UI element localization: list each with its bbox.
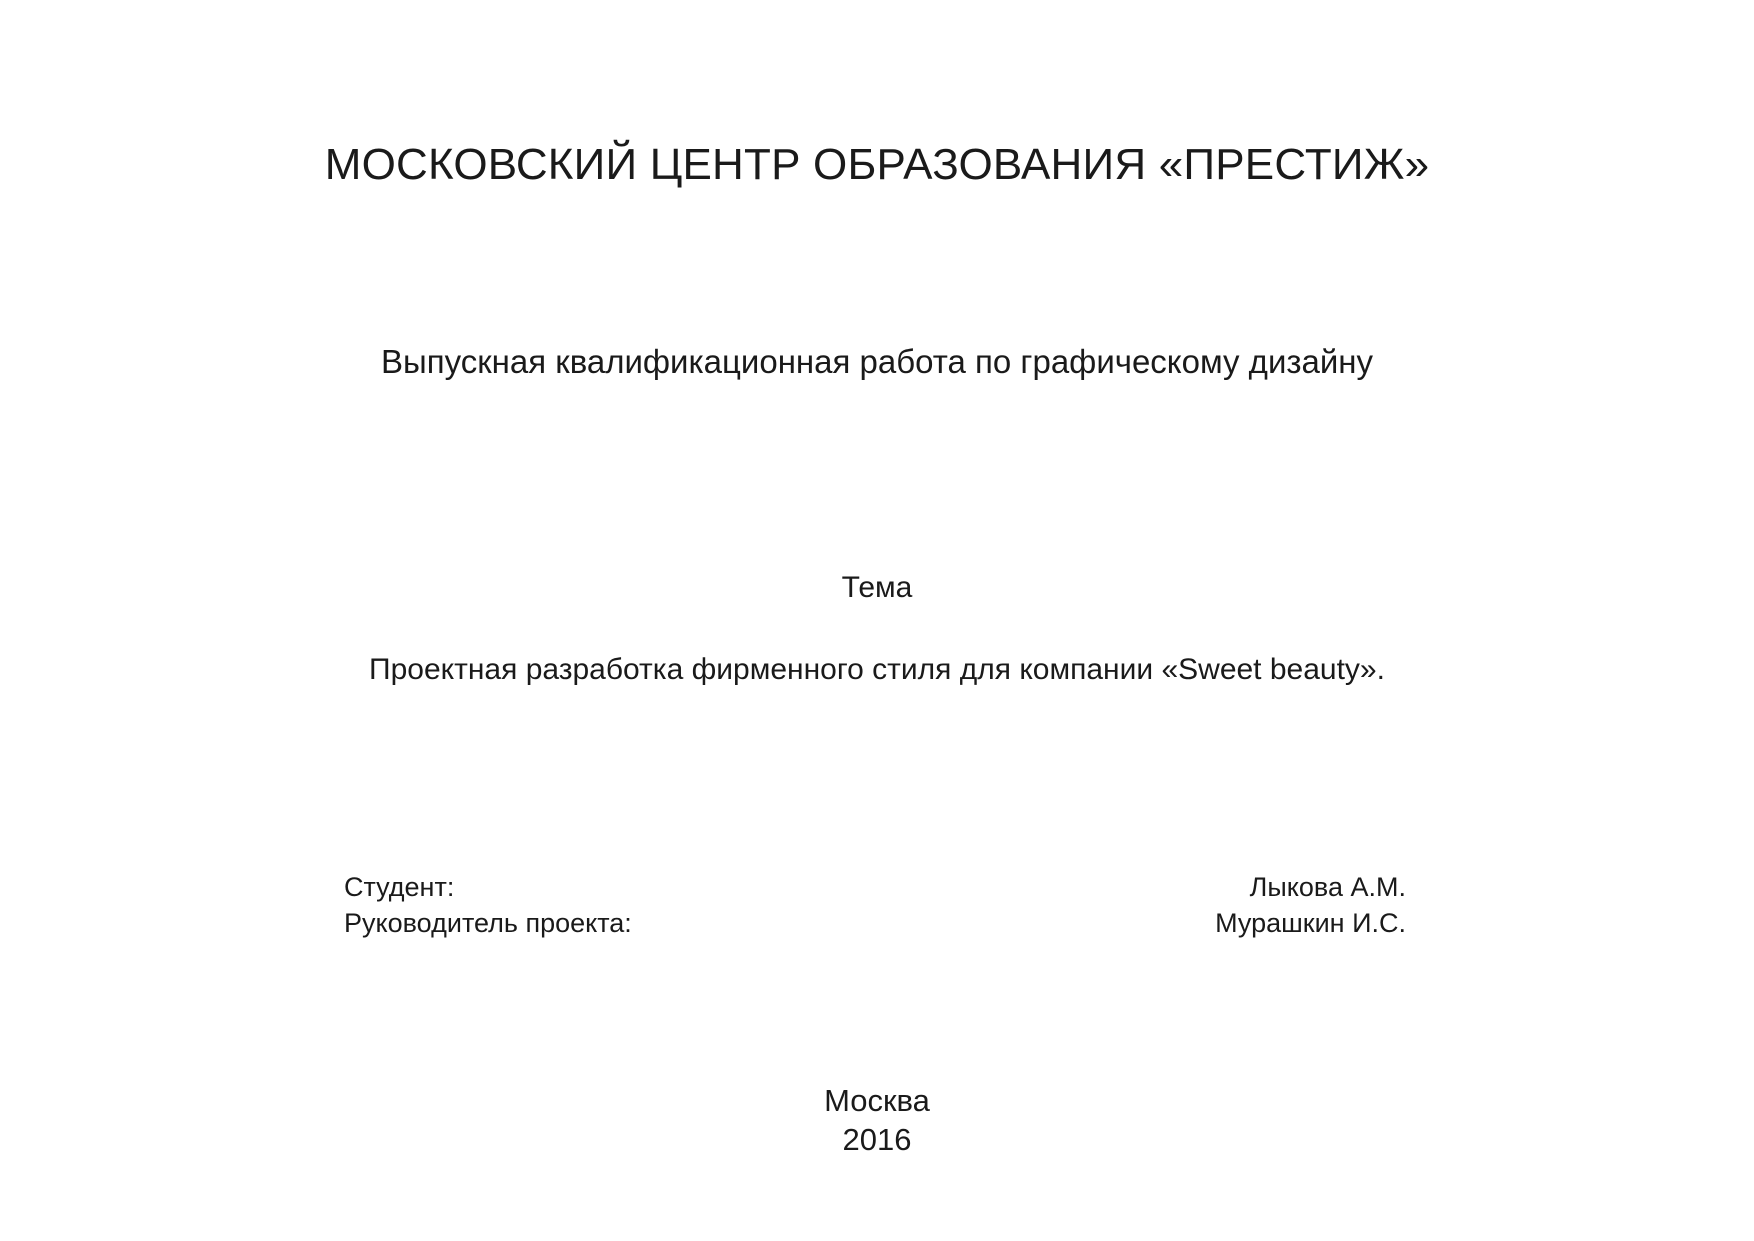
year: 2016 [842, 1122, 912, 1157]
student-row [344, 872, 1406, 906]
supervisor-row [344, 908, 1406, 942]
student-role-label: Студент: [344, 872, 455, 902]
city: Москва [824, 1083, 930, 1118]
supervisor-name: Мурашкин И.С. [1215, 908, 1406, 938]
theme-label: Тема [841, 571, 913, 604]
institution-name: МОСКОВСКИЙ ЦЕНТР ОБРАЗОВАНИЯ «ПРЕСТИЖ» [324, 140, 1430, 189]
theme-title: Проектная разработка фирменного стиля для компании «Sweet beauty». [369, 653, 1385, 686]
supervisor-role-label: Руководитель проекта: [344, 908, 632, 938]
student-name: Лыкова А.М. [1249, 872, 1406, 902]
work-type: Выпускная квалификационная работа по графическому дизайну [380, 343, 1374, 380]
